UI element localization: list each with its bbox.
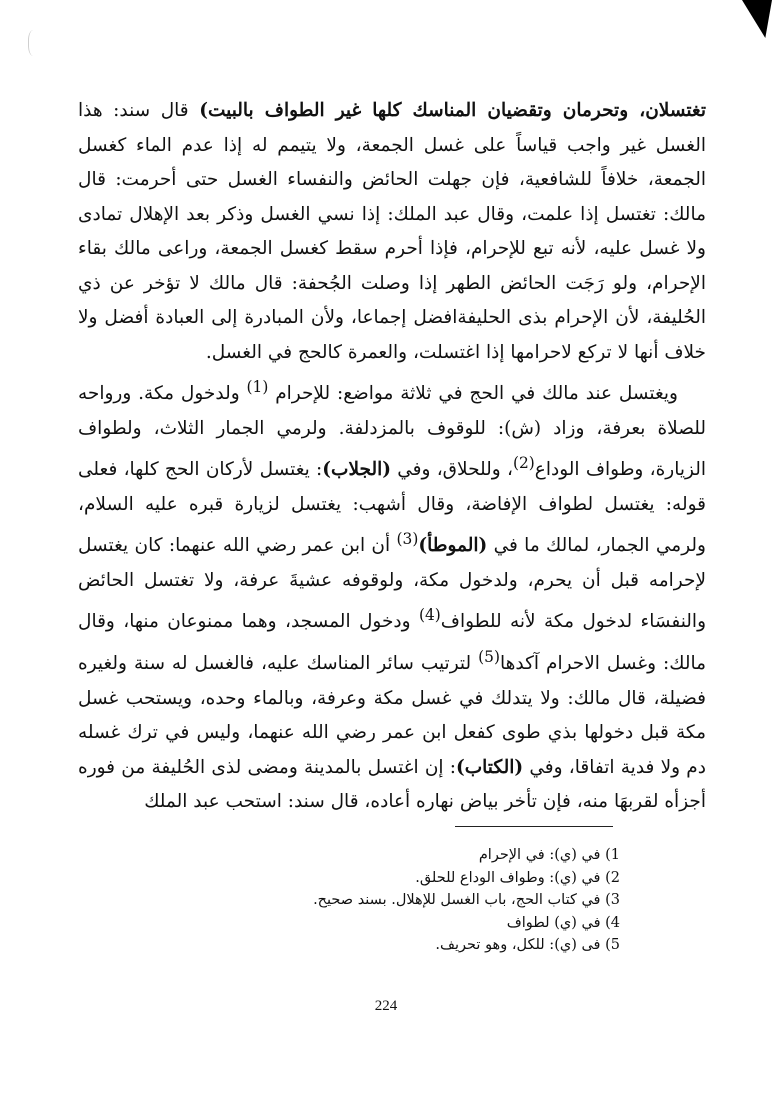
footnote-2: 2) في (ي): وطواف الوداع للحلق.: [415, 869, 620, 886]
footnote-5: 5) فى (ي): للكل، وهو تحريف.: [435, 937, 620, 953]
book-title-kitab: (الكتاب): [456, 756, 524, 778]
text-run: : يغتسل لأركان الحج كلها، فعلى قوله: يغتسل لطواف الإفاضة، وقال أشهب: يغتسل لزيارة قبره عليه السلام، ولرمي الجمار، لمالك ما في: [78, 459, 706, 557]
bold-quote: تغتسلان، وتحرمان وتقضيان المناسك كلها غير الطواف بالبيت): [199, 100, 706, 121]
footnote-ref-2: (2): [512, 454, 535, 473]
book-title-muwatta: (الموطأ): [418, 535, 488, 557]
paragraph-1-text: قال سند: هذا الغسل غير واجب قياساً على غسل الجمعة، ولا يتيمم له إذا عدم الماء كغسل الجمعة، خلافاً للشافعية، فإن جهلت الحائض والنفساء الغسل حتى أحرمت: قال مالك: تغتسل إذا علمت، وقال عبد الملك: إذا نسي الغسل وذكر بعد الإهلال تمادى ولا غسل عليه، لأنه تبع للإحرام، فإذا أحرم سقط كغسل الجمعة، وراعى مالك بقاء الإحرام، ولو رَجَت الحائض الطهر إذا وصلت الجُحفة: قال مالك لا تؤخر عن ذي الحُليفة، لأن الإحرام بذى الحليفةافضل إجماعا، ولأن المبادرة إلى العبادة أفضل ولا خلاف أنها لا تركع لاحرامها إذا اغتسلت، والعمرة كالحج في الغسل.: [78, 100, 706, 363]
abbrev-sh: (ش): [504, 417, 542, 439]
paragraph-1: [78, 94, 706, 370]
text-run: ولدخول مكة. ورواحه للصلاة بعرفة، وزاد: [78, 383, 706, 439]
text-run: : للوقوف بالمزدلفة. ولرمي الجمار الثلاث، ولطواف الزيارة، وطواف الوداع: [78, 417, 706, 481]
footnote-ref-5: (5): [478, 648, 500, 667]
text-run: ويغتسل عند مالك في الحج في ثلاثة مواضع: للإحرام: [268, 383, 678, 405]
paragraph-2: [78, 370, 706, 820]
text-run: ، وللحلاق، وفي: [390, 459, 513, 481]
corner-fold-mark: [735, 0, 772, 38]
footnote-ref-1: (1): [246, 378, 269, 396]
footnote-1: 1) في (ي): في الإحرام: [478, 847, 620, 863]
text-run: أن ابن عمر رضي الله عنهما: كان يغتسل لإحرامه قبل أن يحرم، ولدخول مكة، ولوقوفه عشيةَ عرفة، ولا تغتسل الحائض والنفسَاء لدخول مكة لأنه للطواف: [78, 535, 707, 633]
footnote-4: 4) في (ي) لطواف: [506, 914, 620, 931]
scan-margin-mark: [28, 30, 41, 56]
text-run: لترتيب سائر المناسك عليه، فالغسل له سنة ولغيره فضيلة، قال مالك: ولا يتدلك في غسل مكة وعرفة، وبالماء وحده، ويستحب غسل مكة قبل دخولها بذي طوى كفعل ابن عمر رضي الله عنهما، وليس في ترك غسله دم ولا فدية اتفاقا، وفي: [78, 653, 706, 778]
footnote-divider: [455, 826, 613, 827]
page-number: 224: [374, 998, 398, 1014]
book-title-jallab: (الجلاب): [322, 459, 391, 481]
footnote-ref-3: (3): [396, 530, 419, 549]
footnotes-list: [260, 844, 620, 957]
text-run: : إن اغتسل بالمدينة ومضى لذى الحُليفة من فوره أجزأه لقربهَا منه، فإن تأخر بياض نهاره أعاده، قال سند: استحب عبد الملك: [78, 756, 706, 813]
footnote-3: 3) في كتاب الحج، باب الغسل للإهلال. بسند صحيح.: [313, 892, 620, 908]
footnote-ref-4: (4): [418, 606, 441, 625]
main-text-block: [78, 94, 706, 820]
text-run: ودخول المسجد، وهما ممنوعان منها، وقال مالك: وغسل الاحرام آكدها: [78, 611, 706, 675]
